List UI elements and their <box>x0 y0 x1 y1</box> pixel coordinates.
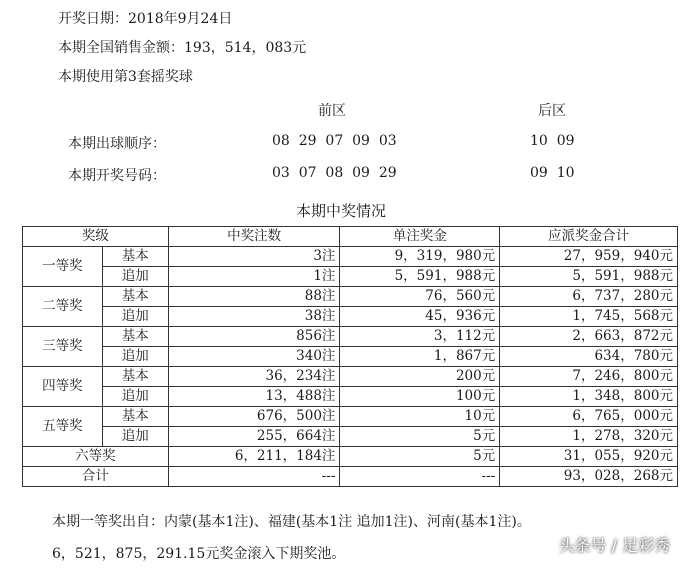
table-row <box>23 387 678 407</box>
prize-type: 基本 <box>102 407 168 427</box>
draw-order-label: 本期出球顺序： <box>68 136 166 152</box>
prize-type: 基本 <box>102 247 168 267</box>
prize-type: 基本 <box>102 287 168 307</box>
prize-total: 31，055，920元 <box>500 447 678 467</box>
prize-level: 一等奖 <box>23 247 103 287</box>
prize-level: 六等奖 <box>23 447 169 467</box>
prize-amount: 3，112元 <box>340 327 500 347</box>
prize-level: 五等奖 <box>23 407 103 447</box>
winner-count: 856注 <box>168 327 340 347</box>
table-caption: 本期中奖情况 <box>296 202 387 220</box>
prize-level: 四等奖 <box>23 367 103 407</box>
draw-order-front: 08 29 07 09 03 <box>272 133 397 149</box>
table-row <box>23 287 678 307</box>
prize-total: 1，745，568元 <box>500 307 678 327</box>
prize-amount: 5元 <box>340 447 500 467</box>
draw-order-back: 10 09 <box>530 133 575 149</box>
back-zone-label: 后区 <box>538 103 566 119</box>
prize-total: 27，959，940元 <box>500 247 678 267</box>
winner-count: 1注 <box>168 267 340 287</box>
prize-total: 93，028，268元 <box>500 467 678 487</box>
winning-numbers-front: 03 07 08 09 29 <box>272 165 397 181</box>
front-zone-label: 前区 <box>318 103 346 119</box>
prize-type: 基本 <box>102 367 168 387</box>
winner-count: 6，211，184注 <box>168 447 340 467</box>
table-row <box>23 247 678 267</box>
table-row <box>23 347 678 367</box>
prize-amount: 5元 <box>340 427 500 447</box>
prize-total: 7，246，800元 <box>500 367 678 387</box>
prize-amount: 1，867元 <box>340 347 500 367</box>
winning-numbers-back: 09 10 <box>530 165 575 181</box>
winner-count: 36，234注 <box>168 367 340 387</box>
prize-type: 追加 <box>102 387 168 407</box>
prize-level: 三等奖 <box>23 327 103 367</box>
prize-amount: 5，591，988元 <box>340 267 500 287</box>
prize-total: 6，765，000元 <box>500 407 678 427</box>
winner-count: 3注 <box>168 247 340 267</box>
table-row <box>23 367 678 387</box>
prize-total: 6，737，280元 <box>500 287 678 307</box>
winner-count: 38注 <box>168 307 340 327</box>
prize-amount: 200元 <box>340 367 500 387</box>
prize-total: 634，780元 <box>500 347 678 367</box>
table-header-row <box>23 227 678 247</box>
prize-level: 合计 <box>23 467 169 487</box>
prize-level: 二等奖 <box>23 287 103 327</box>
prize-table <box>22 226 678 487</box>
watermark: 头条号 / 足彩秀 <box>558 536 670 555</box>
winner-count: 340注 <box>168 347 340 367</box>
rollover-amount: 6，521，875，291.15元奖金滚入下期奖池。 <box>52 546 346 562</box>
prize-amount: 9，319，980元 <box>340 247 500 267</box>
winner-count: 88注 <box>168 287 340 307</box>
prize-amount: 45，936元 <box>340 307 500 327</box>
table-row <box>23 327 678 347</box>
prize-amount: 76，560元 <box>340 287 500 307</box>
header-level: 奖级 <box>23 227 169 247</box>
total-row <box>23 467 678 487</box>
header-count: 中奖注数 <box>168 227 340 247</box>
prize-type: 追加 <box>102 307 168 327</box>
draw-date: 开奖日期：2018年9月24日 <box>58 11 233 27</box>
table-row <box>23 307 678 327</box>
prize-total: 2，663，872元 <box>500 327 678 347</box>
prize-type: 基本 <box>102 327 168 347</box>
header-total: 应派奖金合计 <box>500 227 678 247</box>
winning-numbers-label: 本期开奖号码： <box>68 168 166 184</box>
first-prize-origin: 本期一等奖出自：内蒙(基本1注)、福建(基本1注 追加1注)、河南(基本1注)。 <box>52 514 531 530</box>
header-amount: 单注奖金 <box>340 227 500 247</box>
prize-amount: 100元 <box>340 387 500 407</box>
prize-type: 追加 <box>102 267 168 287</box>
table-row <box>23 447 678 467</box>
prize-amount: 10元 <box>340 407 500 427</box>
sales-amount: 本期全国销售金额：193，514，083元 <box>58 40 307 56</box>
prize-type: 追加 <box>102 347 168 367</box>
ball-set: 本期使用第3套摇奖球 <box>58 69 193 85</box>
table-row <box>23 427 678 447</box>
table-row <box>23 267 678 287</box>
winner-count: 676，500注 <box>168 407 340 427</box>
prize-total: 1，348，800元 <box>500 387 678 407</box>
winner-count: 255，664注 <box>168 427 340 447</box>
table-row <box>23 407 678 427</box>
winner-count: 13，488注 <box>168 387 340 407</box>
prize-total: 5，591，988元 <box>500 267 678 287</box>
prize-total: 1，278，320元 <box>500 427 678 447</box>
prize-amount: --- <box>340 467 500 487</box>
prize-type: 追加 <box>102 427 168 447</box>
winner-count: --- <box>168 467 340 487</box>
